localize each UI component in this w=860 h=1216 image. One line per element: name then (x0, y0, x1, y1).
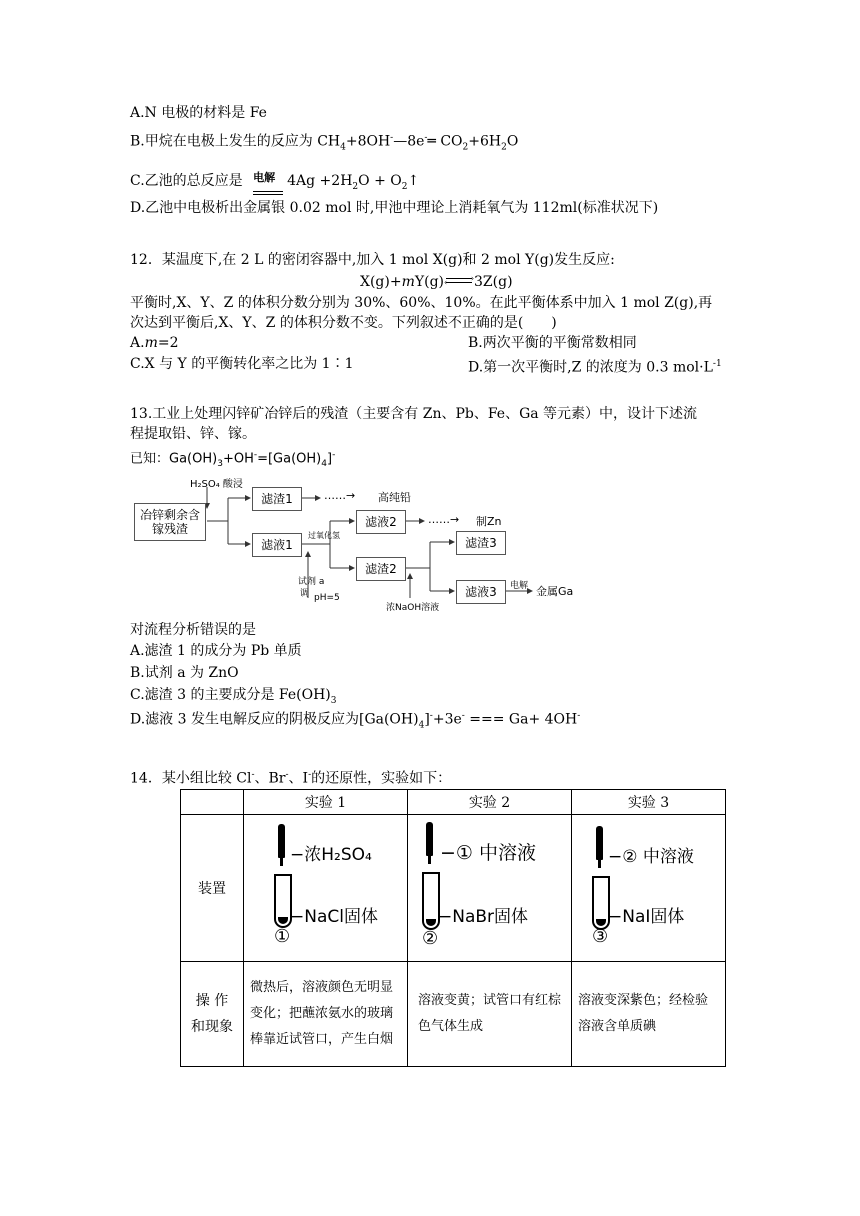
q13-known: 已知：$Ga(OH)_3+OH^-=[Ga(OH)_4]^-$ (130, 450, 336, 469)
apparatus-exp1 (244, 815, 408, 962)
observation-exp2: 溶液变黄；试管口有红棕色气体生成 (408, 962, 572, 1067)
slag1-box: 滤渣1 (252, 487, 302, 511)
tube-number-2: ② (422, 928, 439, 949)
q13-option-a: A.滤渣 1 的成分为 Pb 单质 (130, 643, 302, 659)
table-header-row (181, 790, 726, 815)
apparatus-exp3 (572, 815, 726, 962)
filtrate2-box: 滤液2 (356, 510, 406, 534)
q11-option-d: D.乙池中电极析出金属银 0.02 mol 时,甲池中理论上消耗氧气为 112ml(标准状况下) (130, 200, 659, 216)
reagent-label-1: −浓H₂SO₄ (290, 845, 372, 865)
q12-option-a: A.m=2 (130, 335, 179, 351)
observation-exp3: 溶液变深紫色；经检验溶液含单质碘 (572, 962, 726, 1067)
q12-stem: 12．某温度下,在 2 L 的密闭容器中,加入 1 mol X(g)和 2 mol Y(g)发生反应: (130, 252, 615, 268)
experiment-table (180, 789, 726, 1067)
q12-line3: 次达到平衡后,X、Y、Z 的体积分数不变。下列叙述不正确的是( ) (130, 315, 557, 331)
apparatus-label: 装置 (181, 815, 244, 962)
lead-label: 高纯铅 (378, 491, 411, 504)
q11-option-c: C.乙池的总反应是 电解 $4Ag +2H_2O$ + $O_2↑$ (130, 172, 419, 196)
gallium-label: 金属Ga (536, 585, 574, 598)
q14-stem: 14．某小组比较 Cl-、Br-、I-的还原性，实验如下： (130, 770, 452, 787)
slag3-box: 滤渣3 (456, 531, 506, 555)
dropper-icon (426, 822, 433, 856)
dropper-icon (278, 824, 285, 858)
slag2-box: 滤渣2 (356, 557, 406, 581)
q13-line1: 13.工业上处理闪锌矿冶锌后的残渣（主要含有 Zn、Pb、Fe、Ga 等元素）中，设计下述流 (130, 406, 698, 422)
q12-option-d: D.第一次平衡时,Z 的浓度为 0.3 $mol\cdot L^{-1}$ (468, 359, 722, 376)
observation-label: 操 作 和现象 (181, 962, 244, 1067)
q11-option-b: B.甲烷在电极上发生的反应为 $CH_4+8OH^-—8e^-═$ $CO_2+6H_2O$ (130, 133, 519, 153)
apparatus-exp2 (408, 815, 572, 962)
flow-diagram (130, 470, 600, 615)
observation-exp1: 微热后，溶液颜色无明显变化；把蘸浓氨水的玻璃棒靠近试管口，产生白烟 (244, 962, 408, 1067)
ph-label: pH=5 (314, 593, 340, 603)
dots1: ……→ (324, 489, 356, 502)
q13-ask: 对流程分析错误的是 (130, 622, 256, 638)
dropper-icon (596, 826, 603, 860)
dots2: ……→ (428, 513, 460, 526)
q12-option-b: B.两次平衡的平衡常数相同 (468, 335, 637, 351)
tube-number-1: ① (274, 926, 291, 947)
start-residue-box: 冶锌剩余含镓残渣 (134, 503, 206, 541)
reagent-a-label: 试剂 a (298, 577, 325, 587)
electrolysis-label: 电解 (510, 581, 529, 591)
solid-label-1: −NaCl固体 (290, 907, 378, 927)
header-exp1: 实验 1 (244, 790, 408, 815)
q12-line2: 平衡时,X、Y、Z 的体积分数分别为 30%、60%、10%。在此平衡体系中加入 1 mol Z(g),再 (130, 295, 713, 311)
flow-arrows (130, 470, 600, 615)
filtrate3-box: 滤液3 (456, 580, 506, 604)
zn-label: 制Zn (476, 515, 502, 528)
filtrate1-box: 滤液1 (252, 533, 302, 557)
solid-label-2: −NaBr固体 (438, 907, 529, 927)
q13-line2: 程提取铅、锌、镓。 (130, 426, 256, 442)
q13-option-c: C.滤渣 3 的主要成分是 $Fe(OH)_3$ (130, 687, 337, 706)
tube-number-3: ③ (592, 926, 609, 947)
q13-option-b: B.试剂 a 为 ZnO (130, 665, 239, 681)
adjust-label: 调 (300, 589, 310, 599)
apparatus-row (181, 815, 726, 962)
reagent-label-3: −② 中溶液 (608, 847, 694, 867)
q12-option-c: C.X 与 Y 的平衡转化率之比为 1∶1 (130, 356, 354, 372)
q11-option-a: A.N 电极的材料是 Fe (130, 105, 267, 121)
header-exp3: 实验 3 (572, 790, 726, 815)
solid-label-3: −NaI固体 (608, 907, 685, 927)
header-exp2: 实验 2 (408, 790, 572, 815)
q13-option-d: D.滤液 3 发生电解反应的阴极反应为$[Ga(OH)_4]^-+3e^-$ === Ga+ 4OH- (130, 711, 581, 731)
naoh-label: 浓NaOH溶液 (386, 603, 440, 613)
reagent-label-2: −① 中溶液 (440, 842, 536, 864)
h2so4-label: H₂SO₄ 酸浸 (190, 479, 243, 490)
h2o2-label: 过氧化氢 (308, 531, 340, 540)
q12-equation: X(g)+mY(g) › ‹ 3Z(g) (360, 274, 513, 290)
equilibrium-arrow-icon: › ‹ (444, 274, 475, 287)
observation-row (181, 962, 726, 1067)
